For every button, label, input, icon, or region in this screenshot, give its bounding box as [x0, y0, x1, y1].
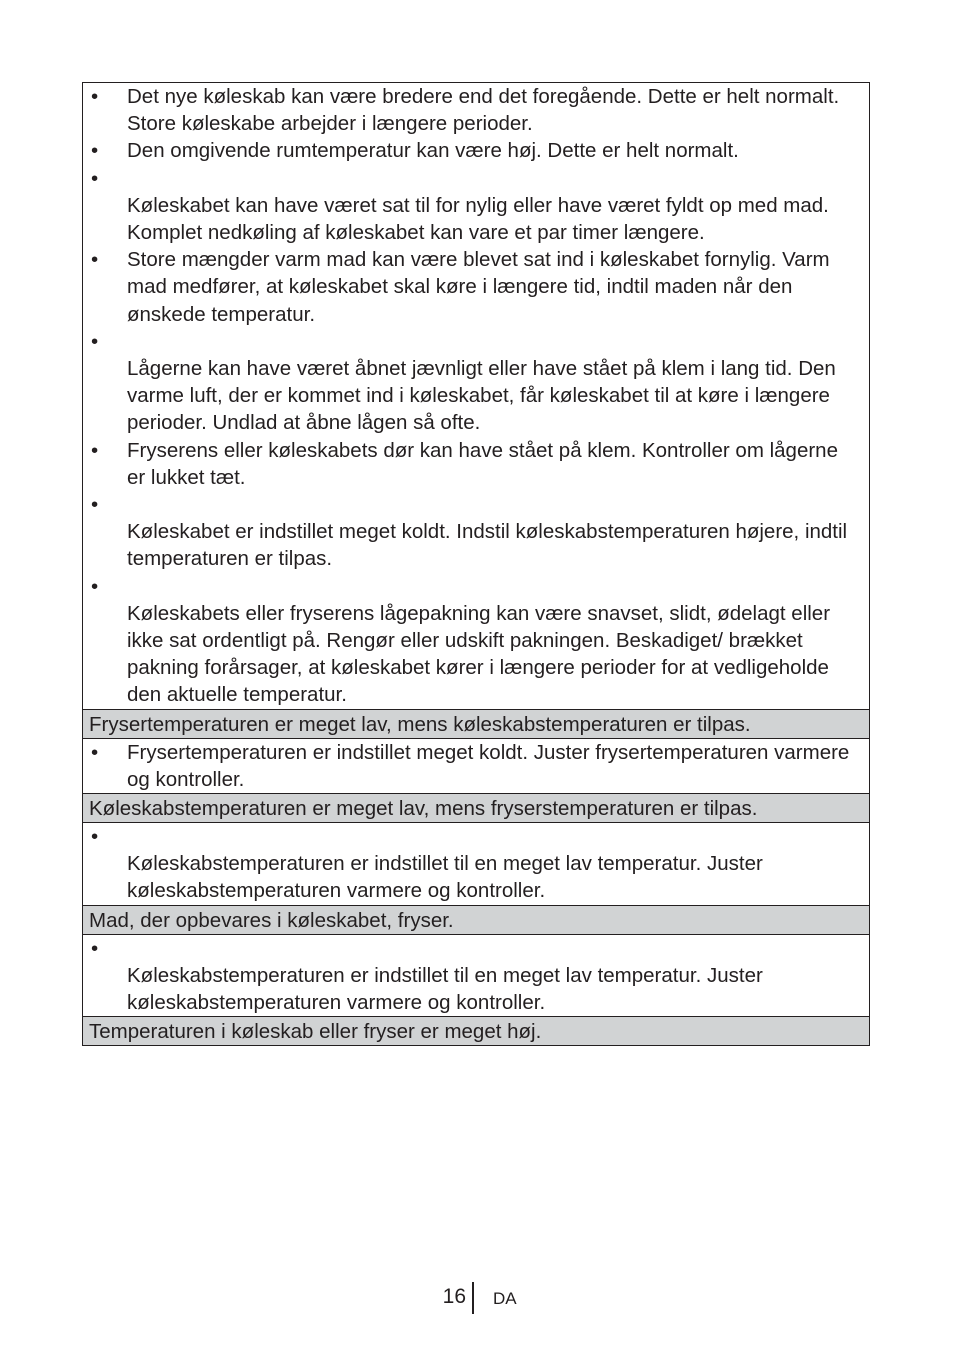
problem-header: Køleskabstemperaturen er meget lav, mens fryserstemperaturen er tilpas.: [83, 794, 869, 823]
bullet-icon: •: [91, 574, 99, 598]
solution-list: [83, 935, 869, 1018]
list-item: [83, 823, 869, 905]
list-item-text: Frysertemperaturen er indstillet meget koldt. Juster frysertemperaturen varmere og kontroller.: [127, 740, 850, 791]
list-item-text: Køleskabet kan have været sat til for nylig eller have været fyldt op med mad. Komplet nedkøling af køleskabet kan vare et par timer længere.: [127, 193, 829, 244]
list-item: [83, 83, 869, 137]
list-item-text: Køleskabets eller fryserens lågepakning kan være snavset, slidt, ødelagt eller ikke sat ordentligt på. Rengør eller udskift pakningen. Beskadiget/ brækket pakning forårsager, at køleskabet kører i længere perioder for at vedligeholde den aktuelle temperatur.: [127, 601, 831, 707]
page-footer: [0, 1282, 954, 1316]
bullet-icon: •: [91, 936, 99, 960]
list-item: [83, 246, 869, 328]
bullet-icon: •: [91, 825, 99, 849]
solution-list: [83, 83, 869, 710]
bullet-icon: •: [91, 166, 99, 190]
footer-separator: [472, 1282, 474, 1314]
bullet-icon: •: [91, 248, 99, 272]
list-item-text: Køleskabstemperaturen er indstillet til en meget lav temperatur. Juster køleskabstemperaturen varmere og kontroller.: [127, 852, 763, 903]
list-item-text: Lågerne kan have været åbnet jævnligt eller have stået på klem i lang tid. Den varme luft, der er kommet ind i køleskabet, får køleskabet til at køre i længere perioder. Undlad at åbne lågen så ofte.: [127, 357, 836, 435]
problem-header: Mad, der opbevares i køleskabet, fryser.: [83, 906, 869, 935]
list-item-text: Køleskabet er indstillet meget koldt. Indstil køleskabstemperaturen højere, indtil temperaturen er tilpas.: [127, 520, 848, 571]
list-item: [83, 437, 869, 491]
bullet-icon: •: [91, 493, 99, 517]
list-item-text: Fryserens eller køleskabets dør kan have stået på klem. Kontroller om lågerne er lukket tæt.: [127, 438, 838, 489]
list-item: [83, 137, 869, 164]
list-item: [83, 573, 869, 709]
solution-list: [83, 823, 869, 906]
bullet-icon: •: [91, 139, 99, 163]
list-item: [83, 935, 869, 1017]
list-item: [83, 739, 869, 793]
bullet-icon: •: [91, 329, 99, 353]
list-item: [83, 491, 869, 573]
list-item: [83, 165, 869, 247]
list-item-text: Køleskabstemperaturen er indstillet til en meget lav temperatur. Juster køleskabstemperaturen varmere og kontroller.: [127, 963, 763, 1014]
list-item-text: Det nye køleskab kan være bredere end det foregående. Dette er helt normalt. Store køleskabe arbejder i længere perioder.: [127, 85, 840, 136]
list-item-text: Den omgivende rumtemperatur kan være høj. Dette er helt normalt.: [127, 139, 739, 163]
bullet-icon: •: [91, 85, 99, 108]
problem-header: Frysertemperaturen er meget lav, mens køleskabstemperaturen er tilpas.: [83, 710, 869, 739]
language-code: DA: [493, 1289, 517, 1308]
bullet-icon: •: [91, 740, 99, 764]
solution-list: [83, 739, 869, 794]
page-number: 16: [442, 1285, 466, 1308]
problem-header: Temperaturen i køleskab eller fryser er meget høj.: [83, 1017, 869, 1045]
bullet-icon: •: [91, 438, 99, 462]
list-item: [83, 328, 869, 437]
list-item-text: Store mængder varm mad kan være blevet sat ind i køleskabet fornylig. Varm mad medfører, at køleskabet skal køre i længere tid, indtil maden når den ønskede temperatur.: [127, 248, 830, 326]
troubleshooting-table: [82, 82, 870, 1046]
